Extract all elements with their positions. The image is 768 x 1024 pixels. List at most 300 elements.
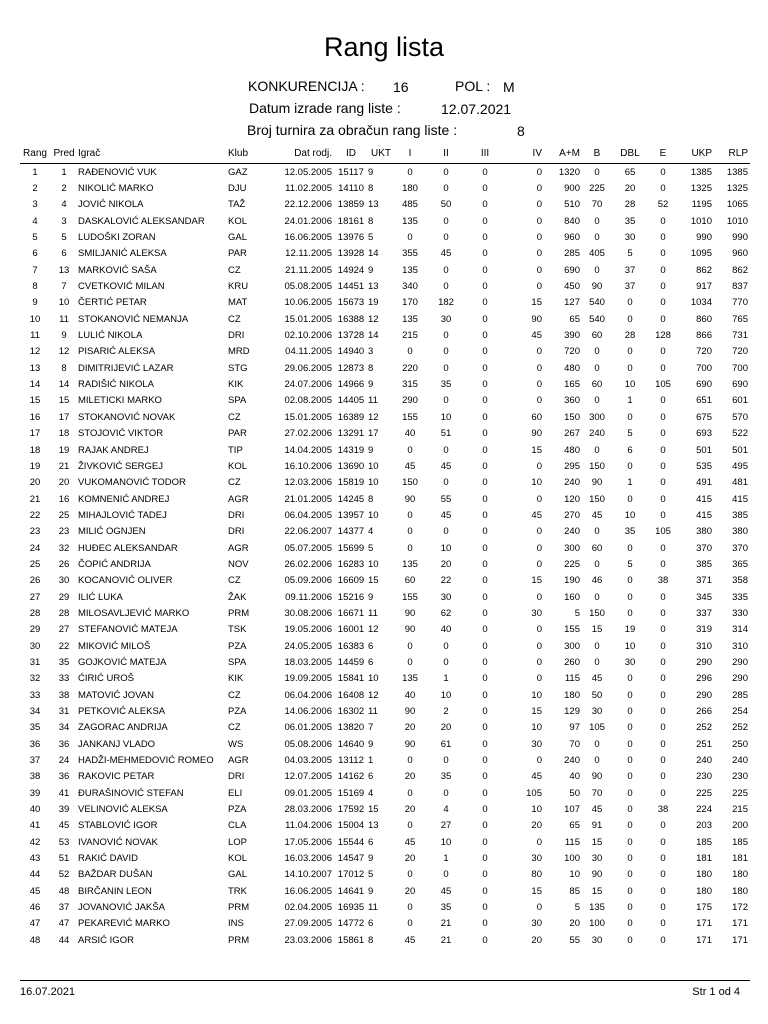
cell-ukt: 8: [368, 362, 374, 374]
cell-i: 485: [402, 199, 418, 211]
cell-dat-rodj: 21.01.2005: [284, 493, 332, 505]
cell-pred: 17: [58, 411, 70, 423]
cell-dat-rodj: 19.05.2006: [284, 624, 332, 636]
cell-iii: 0: [482, 166, 488, 178]
col-header-dat-rodj: Dat rodj.: [294, 147, 332, 159]
cell-dat-rodj: 05.09.2006: [284, 575, 332, 587]
cell-am: 240: [564, 477, 580, 489]
cell-rlp: 522: [732, 428, 748, 440]
cell-ukp: 1010: [690, 215, 712, 227]
cell-pred: 34: [58, 722, 70, 734]
cell-ukt: 10: [368, 509, 379, 521]
cell-e: 0: [660, 232, 666, 244]
cell-b: 60: [591, 542, 603, 554]
cell-b: 45: [591, 673, 603, 685]
cell-ii: 35: [440, 379, 452, 391]
cell-rang: 24: [29, 542, 41, 554]
table-row: [20, 654, 750, 670]
cell-rlp: 358: [732, 575, 748, 587]
cell-ii: 0: [443, 477, 449, 489]
cell-ii: 20: [440, 558, 452, 570]
cell-iii: 0: [482, 281, 488, 293]
cell-dat-rodj: 14.10.2007: [284, 869, 332, 881]
cell-i: 45: [404, 460, 416, 472]
cell-b: 70: [591, 787, 603, 799]
cell-dat-rodj: 09.01.2005: [284, 787, 332, 799]
cell-dat-rodj: 24.05.2005: [284, 640, 332, 652]
cell-iv: 15: [531, 885, 542, 897]
cell-am: 690: [564, 264, 580, 276]
cell-iv: 0: [536, 542, 542, 554]
cell-am: 65: [569, 820, 580, 832]
cell-ukp: 1385: [690, 166, 712, 178]
cell-rlp: 370: [732, 542, 748, 554]
cell-b: 225: [589, 183, 605, 195]
cell-rang: 39: [29, 787, 41, 799]
cell-dat-rodj: 04.03.2005: [284, 755, 332, 767]
cell-ukp: 651: [696, 395, 712, 407]
cell-i: 40: [404, 428, 416, 440]
cell-ukp: 1195: [691, 199, 712, 211]
cell-klub: GAL: [228, 232, 248, 244]
cell-igrac: PETKOVIĆ ALEKSA: [78, 706, 166, 718]
cell-rang: 33: [29, 689, 41, 701]
cell-e: 0: [660, 722, 666, 734]
cell-ii: 0: [443, 640, 449, 652]
table-row: [20, 736, 750, 752]
cell-id: 13291: [337, 428, 365, 440]
cell-iv: 0: [536, 264, 542, 276]
cell-b: 0: [594, 232, 600, 244]
cell-id: 13976: [337, 232, 365, 244]
cell-iii: 0: [482, 624, 488, 636]
cell-e: 0: [660, 624, 666, 636]
cell-e: 0: [660, 509, 666, 521]
cell-iii: 0: [482, 820, 488, 832]
cell-igrac: MARKOVIĆ SAŠA: [78, 264, 157, 276]
cell-iv: 15: [531, 575, 542, 587]
cell-ukt: 13: [368, 199, 379, 211]
cell-am: 40: [569, 771, 580, 783]
cell-b: 150: [589, 607, 605, 619]
cell-dat-rodj: 24.01.2006: [284, 215, 332, 227]
cell-dbl: 30: [624, 232, 636, 244]
cell-rlp: 990: [732, 232, 748, 244]
cell-iii: 0: [482, 379, 488, 391]
cell-ukp: 345: [696, 591, 712, 603]
cell-ukt: 6: [368, 836, 374, 848]
cell-igrac: JOVIĆ NIKOLA: [78, 199, 144, 211]
cell-dat-rodj: 23.03.2006: [284, 934, 332, 946]
cell-id: 14245: [337, 493, 365, 505]
cell-am: 127: [564, 297, 580, 309]
cell-ukp: 990: [696, 232, 712, 244]
cell-dat-rodj: 06.01.2005: [284, 722, 332, 734]
cell-b: 0: [594, 444, 600, 456]
cell-b: 45: [591, 804, 603, 816]
cell-ukt: 8: [368, 215, 374, 227]
cell-dat-rodj: 02.04.2005: [284, 902, 332, 914]
cell-ukt: 8: [368, 493, 374, 505]
cell-dat-rodj: 06.04.2006: [284, 689, 332, 701]
cell-am: 115: [564, 673, 580, 685]
cell-ii: 35: [440, 902, 452, 914]
cell-b: 70: [591, 199, 603, 211]
cell-iv: 105: [526, 787, 542, 799]
pol-value: M: [503, 79, 515, 95]
col-header-ukt: UKT: [371, 147, 391, 159]
cell-ukp: 266: [696, 706, 712, 718]
cell-klub: STG: [228, 362, 248, 374]
cell-dat-rodj: 09.11.2006: [285, 591, 332, 603]
cell-igrac: NIKOLIĆ MARKO: [78, 183, 154, 195]
cell-b: 150: [589, 460, 605, 472]
cell-dat-rodj: 16.10.2006: [284, 460, 332, 472]
cell-am: 129: [564, 706, 580, 718]
cell-iii: 0: [482, 232, 488, 244]
cell-igrac: IVANOVIĆ NOVAK: [78, 836, 158, 848]
cell-iv: 0: [536, 640, 542, 652]
cell-ii: 182: [438, 297, 454, 309]
cell-rlp: 254: [732, 706, 748, 718]
cell-b: 46: [591, 575, 603, 587]
table-row: [20, 671, 750, 687]
cell-pred: 21: [58, 460, 70, 472]
cell-iii: 0: [482, 853, 488, 865]
cell-b: 90: [591, 477, 603, 489]
cell-dat-rodj: 27.02.2006: [284, 428, 332, 440]
cell-iii: 0: [482, 264, 488, 276]
cell-b: 0: [594, 591, 600, 603]
cell-i: 170: [402, 297, 418, 309]
cell-pred: 22: [58, 640, 70, 652]
cell-ukp: 866: [696, 330, 712, 342]
cell-igrac: DIMITRIJEVIĆ LAZAR: [78, 362, 174, 374]
cell-klub: PRM: [228, 902, 250, 914]
cell-ukp: 337: [696, 607, 712, 619]
table-row: [20, 213, 750, 229]
cell-ii: 45: [440, 885, 452, 897]
cell-ii: 0: [443, 330, 449, 342]
cell-iv: 0: [536, 836, 542, 848]
cell-ii: 51: [440, 428, 452, 440]
cell-i: 0: [407, 787, 413, 799]
cell-rang: 5: [32, 232, 38, 244]
cell-igrac: BIRČANIN LEON: [78, 885, 152, 897]
cell-am: 115: [564, 836, 580, 848]
cell-rlp: 365: [732, 558, 748, 570]
cell-am: 160: [564, 591, 580, 603]
cell-iv: 10: [531, 722, 542, 734]
cell-e: 105: [655, 379, 671, 391]
cell-e: 0: [660, 755, 666, 767]
cell-dbl: 20: [624, 183, 636, 195]
cell-iii: 0: [482, 558, 488, 570]
cell-id: 15673: [337, 297, 365, 309]
cell-dbl: 0: [627, 722, 633, 734]
cell-dbl: 0: [627, 885, 633, 897]
cell-dat-rodj: 11.04.2006: [285, 820, 332, 832]
cell-b: 0: [594, 526, 600, 538]
cell-ukp: 501: [696, 444, 712, 456]
cell-ii: 10: [440, 689, 452, 701]
cell-ukp: 225: [696, 787, 712, 799]
cell-pred: 35: [58, 656, 70, 668]
cell-dbl: 0: [627, 902, 633, 914]
cell-id: 12873: [337, 362, 365, 374]
cell-ukt: 6: [368, 640, 374, 652]
cell-rlp: 171: [732, 934, 748, 946]
cell-i: 40: [404, 689, 416, 701]
cell-ii: 0: [443, 166, 449, 178]
cell-ukt: 12: [368, 411, 379, 423]
broj-turnira-value: 8: [517, 123, 525, 139]
cell-ukp: 319: [696, 624, 712, 636]
cell-igrac: RADIŠIĆ NIKOLA: [78, 379, 155, 391]
cell-id: 13957: [337, 509, 365, 521]
cell-klub: CZ: [228, 575, 241, 587]
cell-dbl: 0: [627, 575, 633, 587]
cell-dat-rodj: 16.06.2005: [284, 885, 332, 897]
cell-id: 16283: [337, 558, 365, 570]
cell-id: 15216: [337, 591, 365, 603]
cell-i: 20: [404, 771, 416, 783]
cell-rlp: 720: [732, 346, 748, 358]
cell-ukp: 1325: [690, 183, 712, 195]
cell-e: 0: [660, 738, 666, 750]
cell-pred: 44: [58, 934, 70, 946]
table-row: [20, 393, 750, 409]
cell-klub: KIK: [228, 673, 244, 685]
cell-pred: 29: [58, 591, 70, 603]
cell-igrac: MIHAJLOVIĆ TADEJ: [78, 509, 167, 521]
cell-dbl: 35: [624, 526, 636, 538]
cell-e: 0: [660, 706, 666, 718]
cell-igrac: RAJAK ANDREJ: [78, 444, 149, 456]
cell-rlp: 960: [732, 248, 748, 260]
cell-b: 0: [594, 640, 600, 652]
cell-b: 50: [591, 689, 603, 701]
cell-klub: AGR: [228, 542, 249, 554]
cell-klub: GAL: [228, 869, 248, 881]
cell-i: 0: [407, 509, 413, 521]
cell-id: 15841: [337, 673, 365, 685]
table-row: [20, 932, 750, 948]
cell-rlp: 215: [732, 804, 748, 816]
cell-rang: 21: [29, 493, 41, 505]
cell-i: 20: [404, 722, 416, 734]
cell-klub: KIK: [228, 379, 244, 391]
footer-divider: [20, 980, 750, 981]
cell-dat-rodj: 14.06.2006: [284, 706, 332, 718]
cell-rang: 20: [29, 477, 41, 489]
cell-dat-rodj: 10.06.2005: [284, 297, 332, 309]
cell-igrac: PEKAREVIĆ MARKO: [78, 918, 170, 930]
cell-e: 0: [660, 248, 666, 260]
cell-ii: 0: [443, 232, 449, 244]
table-row: [20, 327, 750, 343]
cell-am: 267: [564, 428, 580, 440]
cell-klub: MAT: [228, 297, 248, 309]
cell-id: 15117: [338, 166, 364, 178]
cell-iii: 0: [482, 575, 488, 587]
cell-id: 16609: [337, 575, 365, 587]
cell-b: 0: [594, 395, 600, 407]
col-header-b: B: [593, 147, 601, 159]
cell-id: 14319: [337, 444, 365, 456]
cell-iv: 0: [536, 362, 542, 374]
cell-klub: CLA: [228, 820, 247, 832]
cell-dbl: 10: [624, 509, 636, 521]
cell-pred: 36: [58, 738, 70, 750]
cell-ukp: 1095: [690, 248, 712, 260]
table-row: [20, 475, 750, 491]
cell-pred: 4: [61, 199, 67, 211]
cell-am: 165: [564, 379, 580, 391]
table-row: [20, 229, 750, 245]
cell-ii: 30: [440, 591, 452, 603]
table-row: [20, 442, 750, 458]
cell-klub: CZ: [228, 477, 241, 489]
cell-dbl: 0: [627, 804, 633, 816]
cell-dbl: 1: [627, 477, 633, 489]
cell-iii: 0: [482, 640, 488, 652]
cell-ii: 21: [440, 934, 452, 946]
cell-ukp: 415: [696, 493, 712, 505]
cell-ukt: 12: [368, 624, 379, 636]
cell-e: 0: [660, 444, 666, 456]
cell-ukt: 12: [368, 313, 379, 325]
cell-iv: 30: [531, 607, 542, 619]
cell-rlp: 172: [732, 902, 748, 914]
cell-ii: 20: [440, 722, 452, 734]
col-header-rang: Rang: [23, 147, 47, 159]
cell-rang: 19: [29, 460, 41, 472]
cell-am: 260: [564, 656, 580, 668]
cell-iv: 10: [531, 477, 542, 489]
cell-id: 14966: [337, 379, 365, 391]
col-header-am: A+M: [559, 147, 580, 159]
cell-e: 0: [660, 673, 666, 685]
table-row: [20, 278, 750, 294]
cell-b: 30: [591, 934, 603, 946]
cell-rlp: 310: [732, 640, 748, 652]
cell-rlp: 1385: [726, 166, 748, 178]
cell-klub: TIP: [228, 444, 243, 456]
cell-dat-rodj: 30.08.2006: [284, 607, 332, 619]
cell-am: 65: [569, 313, 580, 325]
cell-iii: 0: [482, 591, 488, 603]
cell-rang: 43: [29, 853, 41, 865]
cell-e: 0: [660, 281, 666, 293]
cell-id: 14451: [337, 281, 365, 293]
cell-igrac: GOJKOVIĆ MATEJA: [78, 656, 167, 668]
cell-ukp: 251: [696, 738, 712, 750]
cell-e: 0: [660, 166, 666, 178]
cell-ukt: 15: [368, 575, 379, 587]
cell-b: 0: [594, 755, 600, 767]
cell-iii: 0: [482, 493, 488, 505]
cell-dbl: 0: [627, 836, 633, 848]
cell-id: 13112: [338, 755, 364, 767]
cell-e: 52: [657, 199, 669, 211]
cell-ukp: 385: [696, 558, 712, 570]
cell-ukt: 9: [368, 853, 374, 865]
cell-pred: 36: [58, 771, 70, 783]
cell-pred: 24: [58, 755, 70, 767]
cell-iii: 0: [482, 787, 488, 799]
cell-dat-rodj: 14.04.2005: [284, 444, 332, 456]
cell-pred: 37: [58, 902, 70, 914]
cell-rlp: 862: [732, 264, 748, 276]
cell-i: 0: [407, 869, 413, 881]
table-row: [20, 556, 750, 572]
cell-iii: 0: [482, 918, 488, 930]
cell-iii: 0: [482, 836, 488, 848]
cell-e: 128: [655, 330, 671, 342]
cell-iii: 0: [482, 395, 488, 407]
cell-dbl: 37: [624, 264, 636, 276]
cell-klub: TSK: [228, 624, 247, 636]
cell-i: 45: [404, 836, 416, 848]
cell-dbl: 0: [627, 869, 633, 881]
cell-id: 16302: [337, 706, 365, 718]
cell-rang: 27: [29, 591, 41, 603]
cell-dat-rodj: 12.05.2005: [284, 166, 332, 178]
cell-klub: DRI: [228, 771, 245, 783]
cell-id: 16408: [337, 689, 365, 701]
cell-dbl: 0: [627, 313, 633, 325]
cell-id: 15004: [337, 820, 365, 832]
cell-dbl: 35: [624, 215, 636, 227]
cell-ukt: 6: [368, 656, 374, 668]
cell-igrac: KOMNENIĆ ANDREJ: [78, 493, 170, 505]
cell-dat-rodj: 29.06.2005: [284, 362, 332, 374]
cell-iv: 45: [531, 771, 542, 783]
cell-dat-rodj: 05.07.2005: [284, 542, 332, 554]
cell-igrac: STABLOVIĆ IGOR: [78, 820, 158, 832]
cell-iv: 10: [531, 804, 542, 816]
cell-dbl: 10: [624, 640, 636, 652]
cell-e: 0: [660, 607, 666, 619]
cell-rang: 1: [32, 166, 38, 178]
cell-rang: 15: [29, 395, 41, 407]
table-row: [20, 785, 750, 801]
table-row: [20, 409, 750, 425]
cell-igrac: HADŽI-MEHMEDOVIĆ ROMEO: [78, 755, 214, 767]
cell-iii: 0: [482, 248, 488, 260]
cell-rang: 17: [29, 428, 41, 440]
cell-klub: KOL: [228, 460, 248, 472]
cell-ii: 1: [443, 853, 449, 865]
cell-pred: 48: [58, 885, 70, 897]
table-body: [20, 164, 750, 949]
col-header-pred: Pred: [53, 147, 75, 159]
cell-ukp: 700: [696, 362, 712, 374]
konkurencija-value: 16: [393, 79, 409, 95]
col-header-klub: Klub: [228, 147, 249, 159]
cell-pred: 47: [58, 918, 70, 930]
datum-label: Datum izrade rang liste :: [249, 100, 401, 116]
cell-ukp: 296: [696, 673, 712, 685]
cell-ukp: 175: [696, 902, 712, 914]
cell-ii: 10: [440, 836, 452, 848]
cell-rlp: 770: [732, 297, 748, 309]
cell-ukp: 371: [696, 575, 712, 587]
cell-pred: 23: [58, 526, 70, 538]
cell-i: 150: [402, 477, 418, 489]
cell-klub: KOL: [228, 215, 248, 227]
